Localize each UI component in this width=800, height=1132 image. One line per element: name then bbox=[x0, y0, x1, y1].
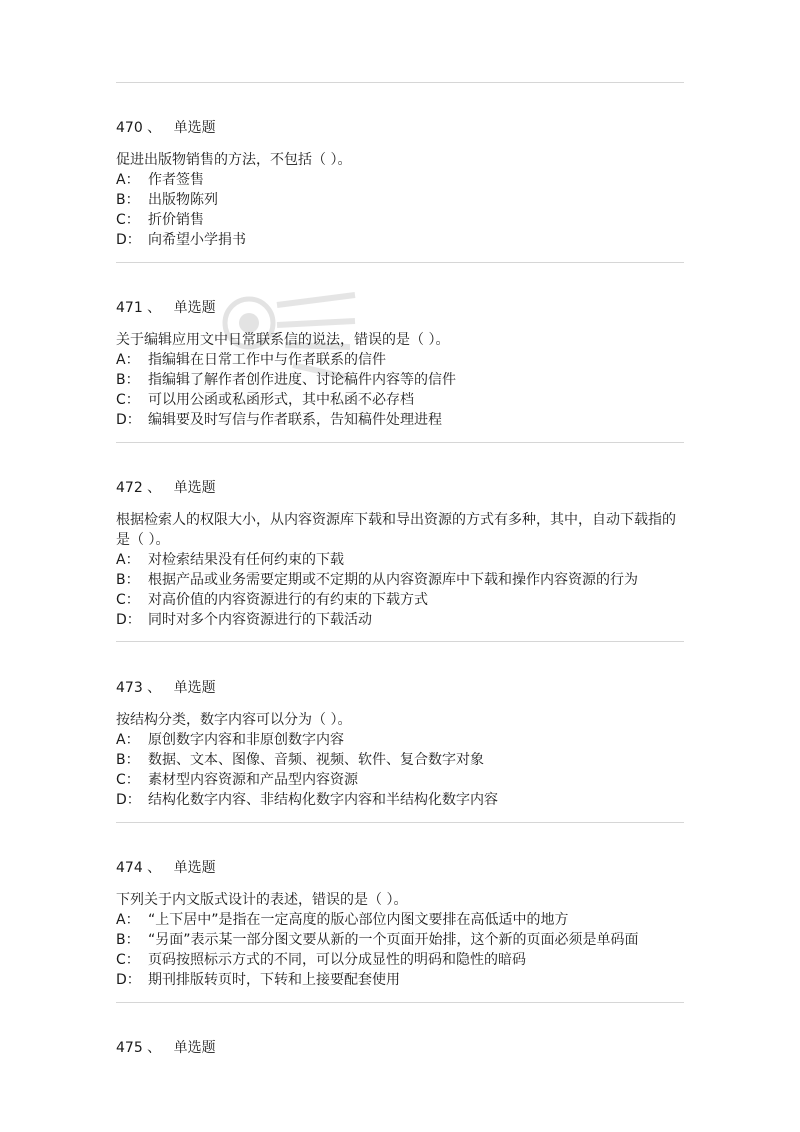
question-header bbox=[116, 678, 686, 698]
option-list bbox=[116, 730, 686, 810]
option-letter: A： bbox=[116, 172, 140, 188]
option-b bbox=[116, 930, 686, 950]
option-letter: C： bbox=[116, 772, 140, 788]
option-text: 素材型内容资源和产品型内容资源 bbox=[148, 772, 358, 788]
option-letter: D： bbox=[116, 232, 141, 248]
question-475 bbox=[116, 1038, 686, 1058]
option-b bbox=[116, 750, 686, 770]
divider bbox=[116, 262, 684, 263]
option-text: “上下居中”是指在一定高度的版心部位内图文要排在高低适中的地方 bbox=[148, 912, 569, 928]
option-d bbox=[116, 610, 686, 630]
option-text: 出版物陈列 bbox=[148, 192, 218, 208]
question-474 bbox=[116, 858, 686, 990]
option-text: 指编辑了解作者创作进度、讨论稿件内容等的信件 bbox=[148, 372, 456, 388]
option-d bbox=[116, 790, 686, 810]
option-c bbox=[116, 210, 686, 230]
option-letter: A： bbox=[116, 732, 140, 748]
option-c bbox=[116, 950, 686, 970]
option-text: 向希望小学捐书 bbox=[148, 232, 246, 248]
option-letter: D： bbox=[116, 612, 141, 628]
option-text: 数据、文本、图像、音频、视频、软件、复合数字对象 bbox=[148, 752, 484, 768]
option-text: 同时对多个内容资源进行的下载活动 bbox=[148, 612, 372, 628]
option-letter: C： bbox=[116, 952, 140, 968]
option-a bbox=[116, 910, 686, 930]
divider bbox=[116, 1002, 684, 1003]
question-number: 470 、 bbox=[116, 120, 162, 136]
option-letter: B： bbox=[116, 372, 140, 388]
option-c bbox=[116, 590, 686, 610]
question-type: 单选题 bbox=[173, 1040, 216, 1056]
option-letter: B： bbox=[116, 192, 140, 208]
option-letter: A： bbox=[116, 352, 140, 368]
question-header bbox=[116, 118, 686, 138]
option-a bbox=[116, 550, 686, 570]
option-b bbox=[116, 570, 686, 590]
option-text: 作者签售 bbox=[148, 172, 204, 188]
question-471 bbox=[116, 298, 686, 430]
option-letter: D： bbox=[116, 792, 141, 808]
option-letter: D： bbox=[116, 412, 141, 428]
question-473 bbox=[116, 678, 686, 810]
question-number: 472 、 bbox=[116, 480, 162, 496]
question-stem: 下列关于内文版式设计的表述，错误的是（ ）。 bbox=[116, 892, 408, 908]
option-letter: C： bbox=[116, 592, 140, 608]
question-number: 474 、 bbox=[116, 860, 162, 876]
option-text: 期刊排版转页时，下转和上接要配套使用 bbox=[148, 972, 400, 988]
option-text: 页码按照标示方式的不同，可以分成显性的明码和隐性的暗码 bbox=[148, 952, 526, 968]
question-type: 单选题 bbox=[173, 120, 216, 136]
question-header bbox=[116, 1038, 686, 1058]
question-number: 471 、 bbox=[116, 300, 162, 316]
option-letter: A： bbox=[116, 912, 140, 928]
option-text: 指编辑在日常工作中与作者联系的信件 bbox=[148, 352, 386, 368]
question-number: 475 、 bbox=[116, 1040, 162, 1056]
option-text: 结构化数字内容、非结构化数字内容和半结构化数字内容 bbox=[148, 792, 498, 808]
option-text: 可以用公函或私函形式，其中私函不必存档 bbox=[148, 392, 414, 408]
question-470 bbox=[116, 118, 686, 250]
question-type: 单选题 bbox=[173, 300, 216, 316]
option-letter: B： bbox=[116, 932, 140, 948]
option-letter: C： bbox=[116, 212, 140, 228]
option-text: 原创数字内容和非原创数字内容 bbox=[148, 732, 344, 748]
option-c bbox=[116, 390, 686, 410]
question-header bbox=[116, 298, 686, 318]
option-letter: B： bbox=[116, 752, 140, 768]
option-letter: C： bbox=[116, 392, 140, 408]
option-d bbox=[116, 970, 686, 990]
option-list bbox=[116, 170, 686, 250]
option-letter: B： bbox=[116, 572, 140, 588]
option-text: 根据产品或业务需要定期或不定期的从内容资源库中下载和操作内容资源的行为 bbox=[148, 572, 638, 588]
question-type: 单选题 bbox=[173, 860, 216, 876]
option-text: 对检索结果没有任何约束的下载 bbox=[148, 552, 344, 568]
question-472 bbox=[116, 478, 686, 630]
option-b bbox=[116, 370, 686, 390]
question-number: 473 、 bbox=[116, 680, 162, 696]
question-header bbox=[116, 478, 686, 498]
option-a bbox=[116, 170, 686, 190]
divider bbox=[116, 442, 684, 443]
option-a bbox=[116, 350, 686, 370]
divider bbox=[116, 641, 684, 642]
question-type: 单选题 bbox=[173, 480, 216, 496]
question-stem: 根据检索人的权限大小，从内容资源库下载和导出资源的方式有多种，其中，自动下载指的是（ ）。 bbox=[116, 512, 676, 548]
option-list bbox=[116, 550, 686, 630]
question-header bbox=[116, 858, 686, 878]
question-stem: 按结构分类，数字内容可以分为（ ）。 bbox=[116, 712, 352, 728]
option-b bbox=[116, 190, 686, 210]
option-list bbox=[116, 350, 686, 430]
option-a bbox=[116, 730, 686, 750]
option-text: 折价销售 bbox=[148, 212, 204, 228]
option-letter: A： bbox=[116, 552, 140, 568]
option-letter: D： bbox=[116, 972, 141, 988]
divider bbox=[116, 82, 684, 83]
question-stem: 促进出版物销售的方法，不包括（ ）。 bbox=[116, 152, 352, 168]
option-list bbox=[116, 910, 686, 990]
option-text: 编辑要及时写信与作者联系，告知稿件处理进程 bbox=[148, 412, 442, 428]
option-d bbox=[116, 230, 686, 250]
option-d bbox=[116, 410, 686, 430]
option-c bbox=[116, 770, 686, 790]
question-type: 单选题 bbox=[173, 680, 216, 696]
question-stem: 关于编辑应用文中日常联系信的说法，错误的是（ ）。 bbox=[116, 332, 450, 348]
option-text: “另面”表示某一部分图文要从新的一个页面开始排，这个新的页面必须是单码面 bbox=[148, 932, 639, 948]
option-text: 对高价值的内容资源进行的有约束的下载方式 bbox=[148, 592, 428, 608]
divider bbox=[116, 822, 684, 823]
